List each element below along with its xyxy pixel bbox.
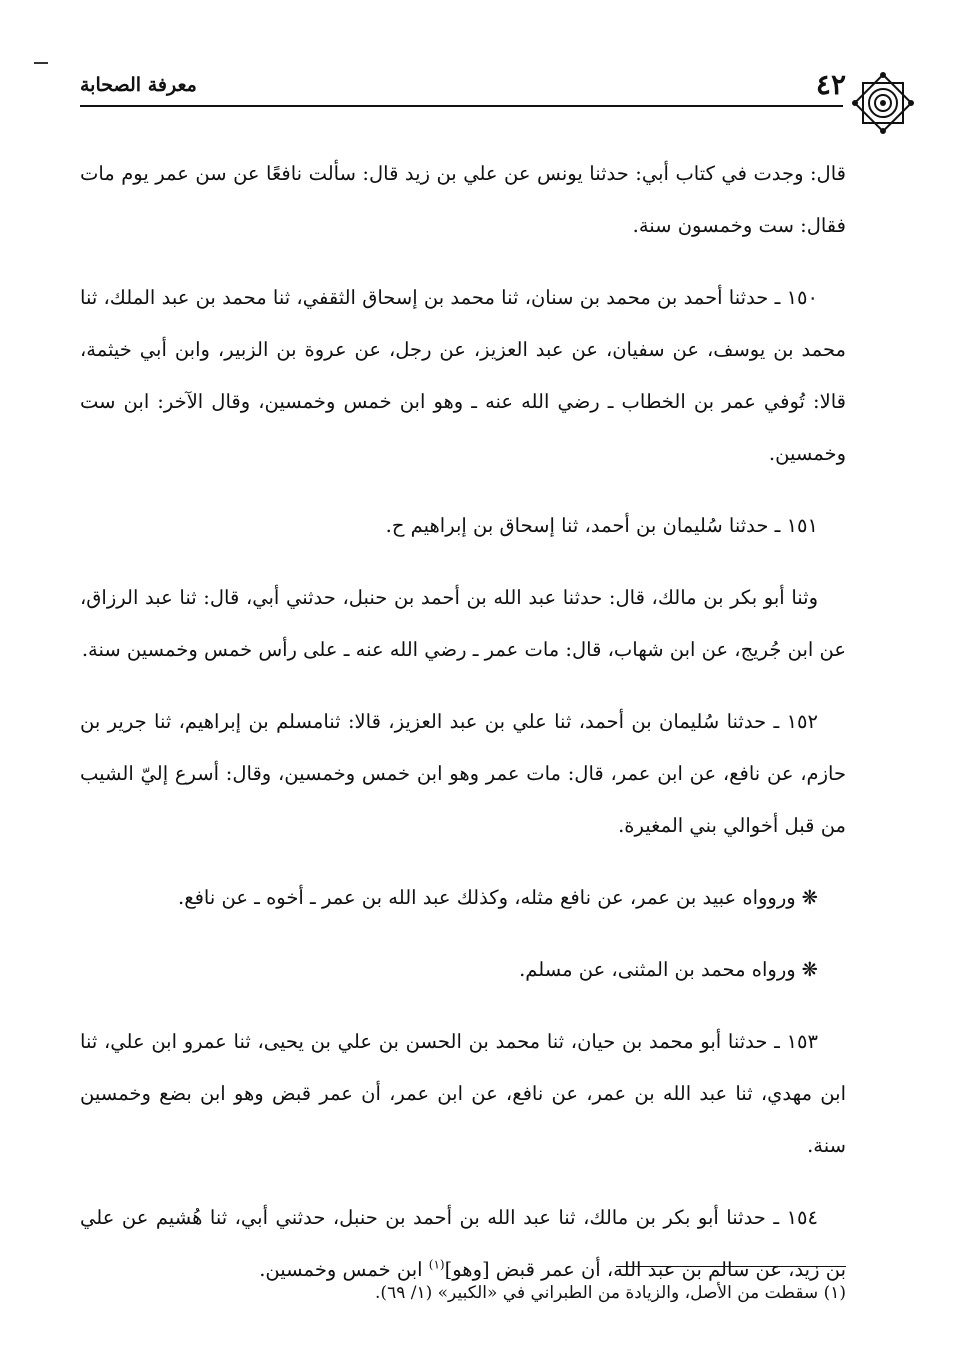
corner-mark (34, 62, 48, 64)
footnote: (١) سقطت من الأصل، والزيادة من الطبراني في «الكبير» (١/ ٦٩). (375, 1283, 846, 1303)
paragraph-text: ١٥٤ ـ حدثنا أبو بكر بن مالك، ثنا عبد الله بن أحمد بن حنبل، حدثني أبي، ثنا هُشيم عن علي بن زيد، عن سالم بن عبد الله، أن عمر قبض [وهو] (80, 1206, 846, 1281)
paragraph: ١٥١ ـ حدثنا سُليمان بن أحمد، ثنا إسحاق بن إبراهيم ح. (385, 514, 818, 537)
main-text (80, 148, 846, 1316)
page-header (80, 60, 846, 108)
star-ornament-icon (850, 70, 916, 136)
paragraph: ١٥٢ ـ حدثنا سُليمان بن أحمد، ثنا علي بن عبد العزيز، قالا: ثنامسلم بن إبراهيم، ثنا جرير بن حازم، عن نافع، عن ابن عمر، قال: مات عمر وهو ابن خمس وخمسين، وقال: أسرع إليّ الشيب من قبل أخوالي بني المغيرة. (80, 710, 846, 837)
asterism-icon: ❋ (801, 958, 818, 981)
footnote-rule (616, 1266, 846, 1267)
asterism-icon: ❋ (801, 886, 818, 909)
paragraph: ١٥٠ ـ حدثنا أحمد بن محمد بن سنان، ثنا محمد بن إسحاق الثقفي، ثنا محمد بن عبد الملك، ثنا محمد بن يوسف، عن سفيان، عن عبد العزيز، عن رجل، عن عروة بن الزبير، وابن أبي خيثمة، قالا: تُوفي عمر بن الخطاب ـ رضي الله عنه ـ وهو ابن خمس وخمسين، وقال الآخر: ابن ست وخمسين. (80, 286, 846, 465)
page-number: ٤٢ (815, 68, 846, 101)
paragraph-text: ورواه محمد بن المثنى، عن مسلم. (519, 958, 796, 981)
paragraph-text: ابن خمس وخمسين. (259, 1258, 429, 1281)
paragraph: وثنا أبو بكر بن مالك، قال: حدثنا عبد الله بن أحمد بن حنبل، حدثني أبي، قال: ثنا عبد الرزاق، عن ابن جُريج، عن ابن شهاب، قال: مات عمر ـ رضي الله عنه ـ على رأس خمس وخمسين سنة. (80, 586, 846, 661)
paragraph: قال: وجدت في كتاب أبي: حدثنا يونس عن علي بن زيد قال: سألت نافعًا عن سن عمر يوم مات فقال: ست وخمسون سنة. (80, 162, 846, 237)
paragraph-text: وروواه عبيد بن عمر، عن نافع مثله، وكذلك عبد الله بن عمر ـ أخوه ـ عن نافع. (178, 886, 796, 909)
running-title: معرفة الصحابة (80, 74, 197, 96)
header-rule (80, 105, 843, 107)
paragraph (80, 944, 846, 996)
paragraph (80, 872, 846, 924)
footnote-reference: (١) (428, 1257, 445, 1272)
paragraph: ١٥٣ ـ حدثنا أبو محمد بن حيان، ثنا محمد بن الحسن بن علي بن يحيى، ثنا عمرو ابن علي، ثنا ابن مهدي، ثنا عبد الله بن عمر، عن نافع، عن ابن عمر، أن عمر قبض وهو ابن بضع وخمسين سنة. (80, 1030, 846, 1157)
